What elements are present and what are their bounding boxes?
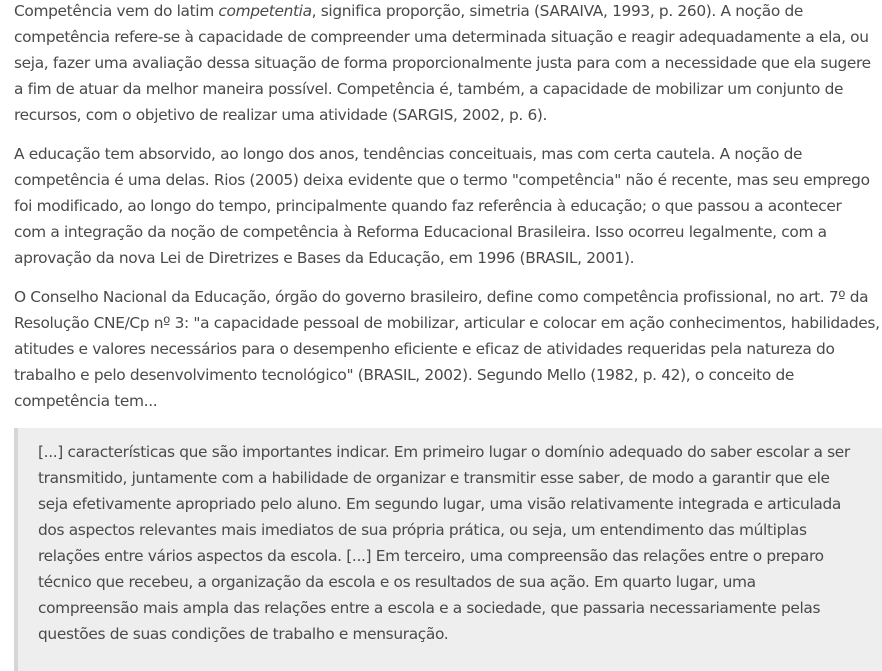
text-line: [...] características que são importantes indicar. Em primeiro lugar o domínio adequado do saber escolar a ser	[38, 443, 850, 461]
text-line	[14, 0, 882, 24]
text-line: a fim de atuar da melhor maneira possível. Competência é, também, a capacidade de mobilizar um conjunto de	[14, 80, 844, 98]
blockquote-mello	[14, 428, 882, 671]
text-line: seja efetivamente apropriado pelo aluno. Em segundo lugar, uma visão relativamente integrada e articulada	[38, 495, 841, 513]
text-line: trabalho e pelo desenvolvimento tecnológico" (BRASIL, 2002). Segundo Mello (1982, p. 42), o conceito de	[14, 366, 795, 384]
text-line: seja, fazer uma avaliação dessa situação de forma proporcionalmente justa para com a necessidade que ela sugere	[14, 54, 871, 72]
text-line: com a integração da noção de competência à Reforma Educacional Brasileira. Isso ocorreu legalmente, com a	[14, 223, 827, 241]
text-line: A educação tem absorvido, ao longo dos anos, tendências conceituais, mas com certa cautela. A noção de	[14, 145, 803, 163]
text-line: O Conselho Nacional da Educação, órgão do governo brasileiro, define como competência profissional, no art. 7º da	[14, 288, 869, 306]
text-line: relações entre vários aspectos da escola. [...] Em terceiro, uma compreensão das relações entre o preparo	[38, 547, 824, 565]
text-line: questões de suas condições de trabalho e mensuração.	[38, 625, 449, 643]
text-line: recursos, com o objetivo de realizar uma atividade (SARGIS, 2002, p. 6).	[14, 106, 548, 124]
text-line: atitudes e valores necessários para o desempenho eficiente e eficaz de atividades requeridas pela natureza do	[14, 340, 835, 358]
text-line: compreensão mais ampla das relações entre a escola e a sociedade, que passaria necessariamente pelas	[38, 599, 821, 617]
text-line: técnico que recebeu, a organização da escola e os resultados de sua ação. Em quarto lugar, uma	[38, 573, 756, 591]
text-segment: , significa proporção, simetria (SARAIVA, 1993, p. 260). A noção de	[311, 2, 804, 20]
text-segment: Competência vem do latim	[14, 2, 219, 20]
text-line: competência refere-se à capacidade de compreender uma determinada situação e reagir adequadamente a ela, ou	[14, 28, 869, 46]
blockquote-text	[38, 439, 850, 647]
text-line: competência tem...	[14, 392, 158, 410]
text-line: transmitido, juntamente com a habilidade de organizar e transmitir esse saber, de modo a garantir que ele	[38, 469, 830, 487]
text-line: Resolução CNE/Cp nº 3: "a capacidade pessoal de mobilizar, articular e colocar em ação conhecimentos, habilidades,	[14, 314, 880, 332]
text-line: aprovação da nova Lei de Diretrizes e Bases da Educação, em 1996 (BRASIL, 2001).	[14, 249, 635, 267]
paragraph-education-trends	[14, 141, 882, 271]
text-line: competência é uma delas. Rios (2005) deixa evidente que o termo "competência" não é recente, mas seu emprego	[14, 171, 870, 189]
paragraph-cne-resolution	[14, 284, 882, 414]
text-line: dos aspectos relevantes mais imediatos de sua própria prática, ou seja, um entendimento das múltiplas	[38, 521, 807, 539]
text-line: foi modificado, ao longo do tempo, principalmente quando faz referência à educação; o que passou a acontecer	[14, 197, 842, 215]
latin-term: competentia	[218, 2, 312, 20]
paragraph-competencia-definition	[14, 0, 882, 128]
